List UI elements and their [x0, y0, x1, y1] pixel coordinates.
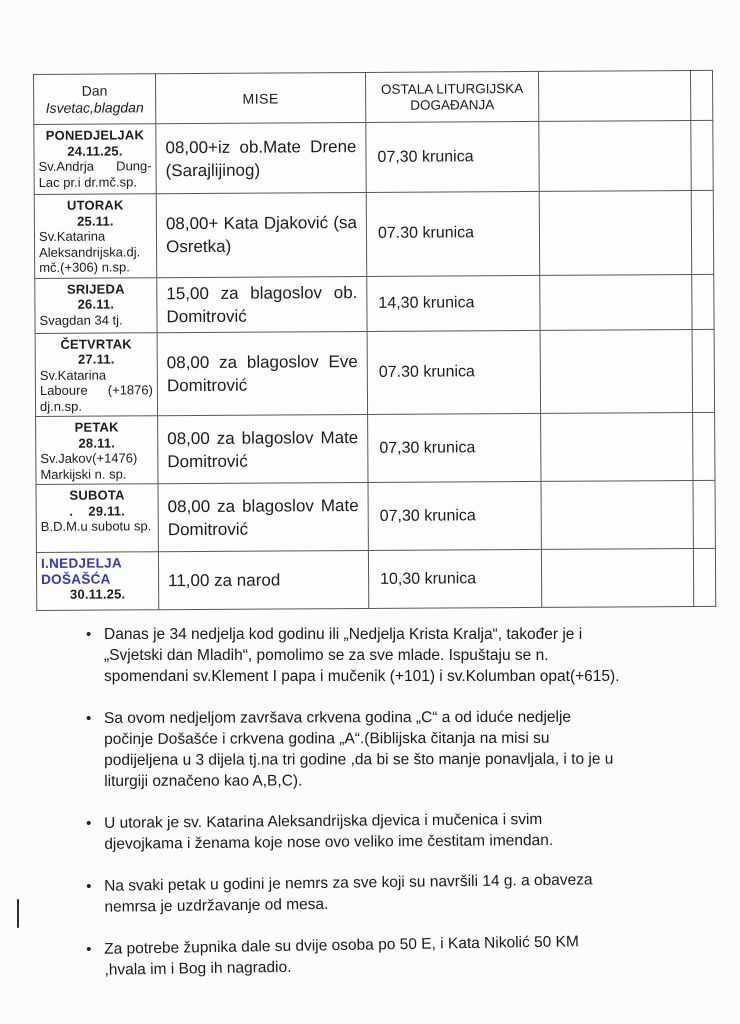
header-day-line2: Isvetac,blagdan: [45, 98, 144, 116]
header-mise-column: MISE: [156, 72, 366, 123]
margin-pen-mark: [17, 899, 19, 928]
empty-notes-cell: [539, 190, 692, 274]
mise-cell: 08,00+iz ob.Mate Drene (Sarajlijinog): [156, 122, 366, 193]
mise-cell: 08,00 za blagoslov Eve Domitrović: [157, 331, 368, 416]
ostala-cell: 07,30 krunica: [366, 121, 539, 192]
schedule-table: [33, 70, 716, 611]
schedule-row: [36, 412, 715, 484]
day-head-line: 30.11.25.: [69, 586, 126, 602]
day-head-line: ČETVRTAK: [60, 335, 132, 352]
mise-cell: 08,00 za blagoslov Mate Domitrović: [158, 482, 368, 551]
announcement-line: liturgiji označeno kao A,B,C).: [104, 772, 303, 790]
header-ostala-column: [365, 71, 538, 122]
header-empty-column: [538, 70, 690, 121]
day-head-line: 26.11.: [77, 296, 115, 312]
day-head-line: UTORAK: [66, 197, 124, 213]
schedule-row: [36, 480, 715, 552]
day-head-line: 25.11.: [77, 213, 114, 229]
empty-notes-cell: [540, 274, 692, 330]
day-saint-detail: Sv.Andrja Dung-Lac pr.i dr.mč.sp.: [38, 158, 152, 190]
announcement-line: Danas je 34 nedjelja kod godinu ili „Nedjelja Krista Kralja“, također je i: [104, 626, 583, 643]
schedule-body: [34, 120, 716, 610]
announcement-line: podijeljena u 3 dijela tj.na tri godine ,da bi se što manje ponavljala, i to je u: [104, 750, 614, 769]
announcement-line: „Svjetski dan Mladih“, pomolimo se za sve mlade. Ispuštaju se n.: [104, 647, 549, 664]
mise-cell: 08,00 za blagoslov Mate Domitrović: [158, 414, 368, 483]
announcement-text: [104, 809, 553, 855]
day-head-line: . 29.11.: [69, 502, 126, 519]
announcement-text: [104, 624, 620, 687]
announcement-line: spomendani sv.Klement I papa i mučenik (+101) i sv.Kolumban opat(+615).: [104, 668, 620, 685]
empty-edge-cell: [691, 190, 714, 274]
mise-cell: 15,00 za blagoslov ob. Domitrović: [157, 276, 367, 332]
day-head-line: SUBOTA: [69, 487, 125, 503]
day-head-line: 27.11.: [77, 351, 115, 367]
ostala-cell: 14,30 krunica: [367, 275, 540, 331]
day-head-line: PONEDJELJAK: [45, 127, 145, 143]
announcements-list: [86, 624, 710, 1002]
day-saint-detail: Sv.Jakov(+1476) Markijski n. sp.: [40, 450, 138, 482]
day-saint-detail: Svagdan 34 tj.: [39, 311, 123, 328]
announcement-item: [86, 929, 711, 981]
schedule-row: [35, 274, 714, 333]
empty-notes-cell: [541, 412, 693, 481]
bullet-dot-icon: •: [86, 940, 92, 958]
announcement-item: [86, 624, 710, 687]
mise-cell: 11,00 za narod: [158, 550, 368, 609]
empty-notes-cell: [541, 548, 693, 607]
header-ostala-line1: OSTALA LITURGIJSKA: [380, 80, 524, 97]
day-saint-detail: Sv.Katarina Aleksandrijska.dj. mč.(+306) n.sp.: [38, 228, 141, 275]
empty-edge-cell: [693, 480, 715, 548]
announcement-item: [86, 868, 710, 918]
empty-notes-cell: [539, 120, 691, 191]
announcement-line: počinje Došašće i crkvena godina „A“.(Biblijska čitanja na misi su: [104, 729, 550, 748]
day-head-line: 24.11.25.: [67, 142, 123, 159]
day-cell: [36, 416, 158, 485]
day-cell: [36, 484, 158, 553]
day-saint-detail: Sv.Katarina Laboure (+1876) dj.n.sp.: [39, 367, 153, 414]
day-head-line: SRIJEDA: [66, 280, 125, 297]
announcement-line: Sa ovom nedjeljom završava crkvena godina „C“ a od iduće nedjelje: [104, 708, 572, 727]
day-cell: [34, 194, 157, 278]
table-header-row: [34, 70, 713, 124]
ostala-cell: 07.30 krunica: [367, 330, 541, 415]
header-ostala-line2: DOGAĐANJA: [410, 96, 495, 113]
header-day-column: [34, 74, 156, 125]
schedule-row: [34, 120, 713, 194]
schedule-row: [36, 548, 715, 610]
bullet-dot-icon: •: [86, 626, 92, 643]
empty-notes-cell: [540, 329, 693, 413]
day-head-line: 28.11.: [78, 435, 116, 451]
ostala-cell: 07,30 krunica: [368, 413, 541, 482]
bullet-dot-icon: •: [86, 709, 92, 727]
header-edge-column: [690, 70, 712, 120]
announcement-line: Za potrebe župnika dale su dvije osoba po 50 E, i Kata Nikolić 50 KM: [104, 933, 579, 958]
empty-edge-cell: [693, 548, 715, 606]
day-cell: [34, 124, 156, 195]
ostala-cell: 07.30 krunica: [366, 191, 540, 276]
day-title-advent: I.NEDJELJA DOŠAŠĆA: [40, 555, 122, 587]
day-saint-detail: B.D.M.u subotu sp.: [40, 518, 152, 534]
bullet-dot-icon: •: [86, 814, 92, 832]
announcement-text: [104, 707, 613, 792]
announcement-line: ,hvala im i Bog ih nagradio.: [104, 958, 292, 979]
ostala-cell: 10,30 krunica: [368, 549, 541, 608]
announcement-line: djevojkama i ženama koje nose ovo veliko ime čestitam imendan.: [104, 831, 554, 853]
announcement-line: nemrsa je uzdržavanje od mesa.: [104, 895, 329, 916]
announcement-item: [86, 706, 710, 792]
day-cell: [36, 552, 158, 611]
mise-cell: 08,00+ Kata Djaković (sa Osretka): [156, 192, 367, 277]
empty-notes-cell: [541, 480, 693, 549]
empty-edge-cell: [692, 274, 714, 329]
ostala-cell: 07,30 krunica: [368, 481, 541, 550]
schedule-row: [34, 190, 713, 278]
schedule-row: [35, 329, 714, 417]
announcement-text: [104, 931, 579, 980]
announcement-item: [86, 808, 710, 855]
bullet-dot-icon: •: [86, 877, 92, 895]
announcement-line: Na svaki petak u godini je nemrs za sve koji su navršili 14 g. a obaveza: [104, 871, 593, 895]
announcement-text: [104, 869, 593, 917]
day-cell: [35, 277, 157, 333]
day-cell: [35, 332, 158, 416]
empty-edge-cell: [692, 329, 715, 413]
announcement-line: U utorak je sv. Katarina Aleksandrijska djevica i mučenica i svim: [104, 811, 543, 832]
empty-edge-cell: [691, 120, 713, 190]
header-day-line1: Dan: [81, 82, 108, 99]
day-head-line: PETAK: [74, 419, 119, 435]
empty-edge-cell: [693, 412, 715, 480]
